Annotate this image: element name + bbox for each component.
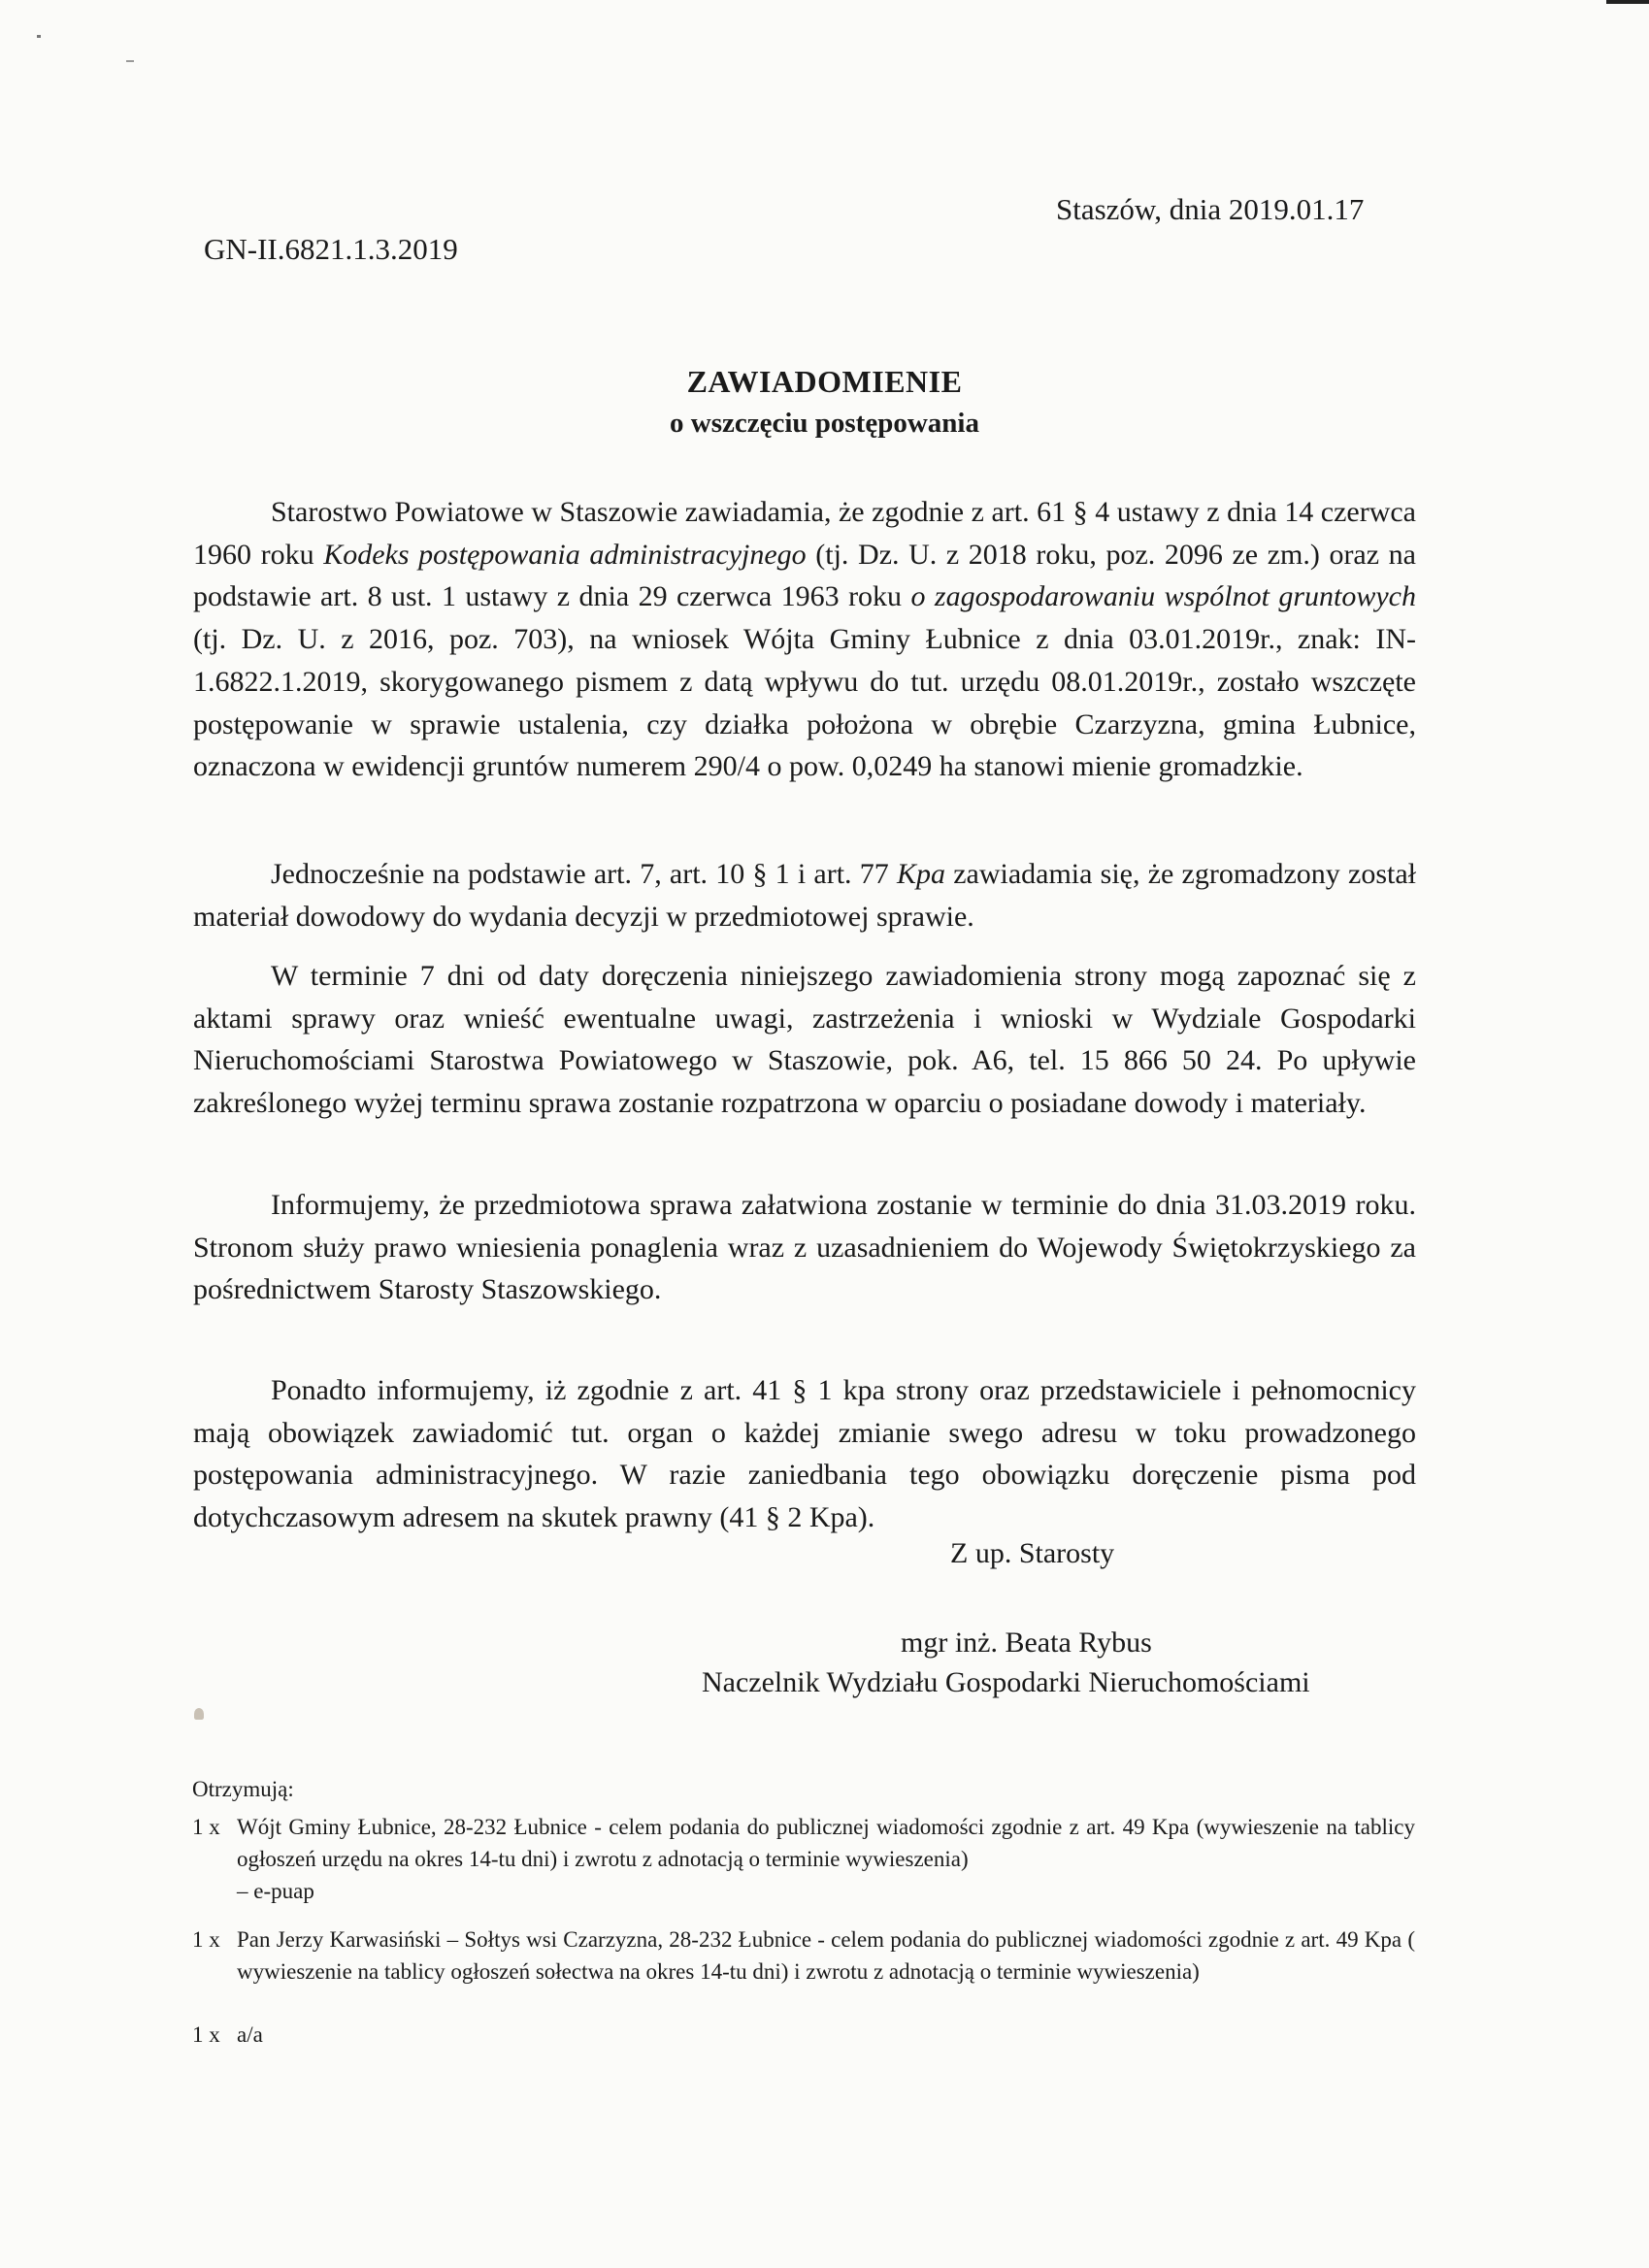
- paragraph-2-c: zawiadamia się, że zgromadzony został materiał dowodowy do wydania decyzji w przedmiotowej sprawie.: [193, 858, 1416, 933]
- document-title: ZAWIADOMIENIE: [686, 364, 963, 399]
- paragraph-5: Ponadto informujemy, iż zgodnie z art. 41 § 1 kpa strony oraz przedstawiciele i pełnomocnicy mają obowiązek zawiadomić tut. organ o każdej zmianie swego adresu w toku prowadzonego postępowania administracyjnego. W razie zaniedbania tego obowiązku doręczenie pisma pod dotychczasowym adresem na skutek prawny (41 § 2 Kpa).: [193, 1374, 1416, 1534]
- paragraph-1-a: Starostwo Powiatowe w Staszowie zawiadamia, że zgodnie z art. 61 § 4 ustawy z dnia 14 czerwca 1960 roku: [193, 496, 1416, 571]
- recipients-title: Otrzymują:: [192, 1777, 294, 1801]
- recipient-text: a/a: [237, 2022, 263, 2047]
- signature-authority: Z up. Starosty: [950, 1537, 1115, 1569]
- recipient-text: Pan Jerzy Karwasiński – Sołtys wsi Czarzyzna, 28-232 Łubnice - celem podania do publicznej wiadomości zgodnie z art. 49 Kpa ( wywieszenie na tablicy ogłoszeń sołectwa na okres 14-tu dni) i zwrotu z adnotacją o terminie wywieszenia): [237, 1927, 1415, 1984]
- paragraph-1-act-title: Kodeks postępowania administracyjnego: [323, 538, 807, 571]
- paragraph-2: [193, 853, 1416, 937]
- paragraph-2-a: Jednocześnie na podstawie art. 7, art. 10 § 1 i art. 77: [271, 858, 897, 890]
- recipient-item: [192, 1923, 1415, 1988]
- paragraph-1: [193, 491, 1416, 788]
- recipient-count: 1 x: [192, 2022, 220, 2047]
- signature-name: mgr inż. Beata Rybus: [901, 1627, 1152, 1659]
- place-date: Staszów, dnia 2019.01.17: [1056, 192, 1365, 226]
- scan-speck: [126, 60, 134, 62]
- paper-smudge: [194, 1708, 204, 1720]
- recipient-extra: – e-puap: [237, 1879, 314, 1903]
- paragraph-2-kpa: Kpa: [896, 858, 945, 890]
- paragraph-3: W terminie 7 dni od daty doręczenia niniejszego zawiadomienia strony mogą zapoznać się z aktami sprawy oraz wnieść ewentualne uwagi, zastrzeżenia i wnioski w Wydziale Gospodarki Nieruchomościami Starostwa Powiatowego w Staszowie, pok. A6, tel. 15 866 50 24. Po upływie zakreślonego wyżej terminu sprawa zostanie rozpatrzona w oparciu o posiadane dowody i materiały.: [193, 960, 1416, 1120]
- scan-edge-mark: [1606, 0, 1649, 4]
- scan-speck: [37, 35, 41, 38]
- recipient-text: Wójt Gminy Łubnice, 28-232 Łubnice - celem podania do publicznej wiadomości zgodnie z art. 49 Kpa (wywieszenie na tablicy ogłoszeń urzędu na okres 14-tu dni) i zwrotu z adnotacją o terminie wywieszenia): [237, 1815, 1415, 1871]
- signature-position: Naczelnik Wydziału Gospodarki Nieruchomościami: [702, 1666, 1310, 1698]
- reference-number: GN-II.6821.1.3.2019: [204, 232, 458, 266]
- recipient-count: 1 x: [192, 1815, 220, 1839]
- recipient-item: [192, 2019, 1415, 2051]
- paragraph-4: Informujemy, że przedmiotowa sprawa załatwiona zostanie w terminie do dnia 31.03.2019 roku. Stronom służy prawo wniesienia ponaglenia wraz z uzasadnieniem do Wojewody Świętokrzyskiego za pośrednictwem Starosty Staszowskiego.: [193, 1189, 1416, 1306]
- paragraph-1-e: (tj. Dz. U. z 2016, poz. 703), na wniosek Wójta Gminy Łubnice z dnia 03.01.2019r., znak: IN-1.6822.1.2019, skorygowanego pismem z datą wpływu do tut. urzędu 08.01.2019r., zostało wszczęte postępowanie w sprawie ustalenia, czy działka położona w obrębie Czarzyzna, gmina Łubnice, oznaczona w ewidencji gruntów numerem 290/4 o pow. 0,0249 ha stanowi mienie gromadzkie.: [193, 623, 1416, 783]
- document-subtitle: o wszczęciu postępowania: [670, 408, 979, 439]
- paragraph-1-act-title-2: o zagospodarowaniu wspólnot gruntowych: [910, 580, 1416, 613]
- recipient-count: 1 x: [192, 1927, 220, 1952]
- paragraph-1-c: (tj. Dz. U. z 2018 roku, poz. 2096 ze zm.) oraz na podstawie art. 8 ust. 1 ustawy z dnia 29 czerwca 1963 roku: [193, 538, 1416, 613]
- recipient-item: [192, 1811, 1415, 1907]
